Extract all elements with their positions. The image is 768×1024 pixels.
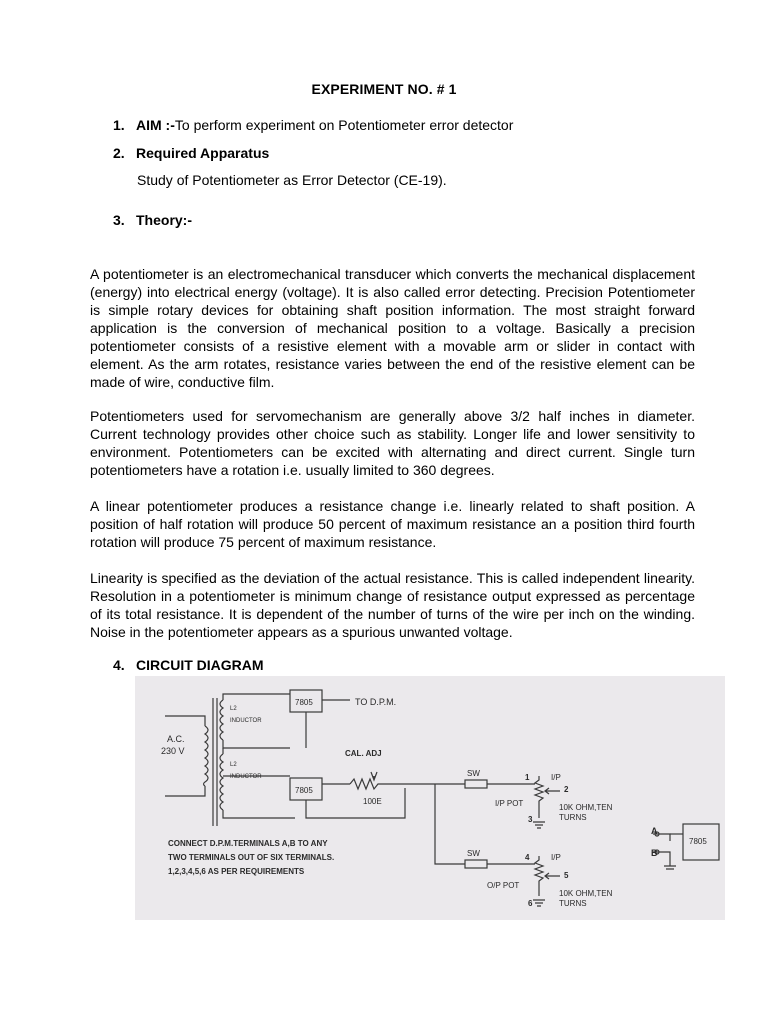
aim-number: 1.: [113, 117, 125, 133]
diagram-note-line-3: 1,2,3,4,5,6 AS PER REQUIREMENTS: [168, 867, 305, 876]
circuit-label: CIRCUIT DIAGRAM: [136, 657, 264, 673]
ip-label-1: I/P: [551, 773, 561, 782]
pot-1-turns-label: TURNS: [559, 813, 587, 822]
apparatus-text: Study of Potentiometer as Error Detector (CE-19).: [137, 172, 447, 188]
theory-paragraph: Linearity is specified as the deviation of the actual resistance. This is called independent linearity. Resolution in a potentiometer is minimum change of resistance output expressed as percentage of its total resistance. It is dependent of the number of turns of the wire per inch on the winding. Noise in the potentiometer appears as a spurious unwanted voltage.: [90, 570, 695, 640]
theory-label: Theory:-: [136, 212, 192, 228]
terminal-a-label: A: [651, 826, 658, 836]
terminal-6-label: 6: [528, 899, 533, 908]
pot-1-value-label: 10K OHM,TEN: [559, 803, 613, 812]
circuit-diagram-svg: [135, 676, 725, 920]
op-pot-label: O/P POT: [487, 881, 520, 890]
diagram-note-line-1: CONNECT D.P.M.TERMINALS A,B TO ANY: [168, 839, 328, 848]
diagram-note-line-2: TWO TERMINALS OUT OF SIX TERMINALS.: [168, 853, 335, 862]
ac-label: A.C.: [167, 734, 185, 744]
pot-2-turns-label: TURNS: [559, 899, 587, 908]
regulator-top-label: 7805: [295, 698, 313, 707]
inductor-bottom-label: INDUCTOR: [230, 774, 262, 780]
resistor-100e-label: 100E: [363, 797, 382, 806]
ip-pot-label: I/P POT: [495, 799, 524, 808]
theory-paragraph: A potentiometer is an electromechanical transducer which converts the mechanical displacement (energy) into electrical energy (voltage). It is also called error detecting. Precision Potentiometer is simple rotary devices for obtaining shaft position information. The most straight forward application is the conversion of mechanical position to a voltage. Basically a precision potentiometer consists of a resistive element with a movable arm or slider in contact with element. As the arm rotates, resistance varies between the end of the resistive element can be made of wire, conductive film.: [90, 266, 695, 390]
terminal-5-label: 5: [564, 871, 569, 880]
terminal-3-label: 3: [528, 815, 533, 824]
switch-1-label: SW: [467, 769, 480, 778]
apparatus-heading: [113, 145, 269, 161]
theory-heading: [113, 212, 192, 228]
cal-adj-label: CAL. ADJ: [345, 749, 382, 758]
ip-label-2: I/P: [551, 853, 561, 862]
aim-label: AIM :-: [136, 117, 175, 133]
aim-text: To perform experiment on Potentiometer error detector: [174, 117, 514, 133]
terminal-1-label: 1: [525, 773, 530, 782]
l2-top-label: L2: [230, 706, 237, 712]
inductor-top-label: INDUCTOR: [230, 718, 262, 724]
circuit-heading: [113, 657, 264, 673]
l2-bottom-label: L2: [230, 762, 237, 768]
terminal-b-label: B: [651, 848, 658, 858]
theory-number: 3.: [113, 212, 125, 228]
regulator-right-label: 7805: [689, 837, 707, 846]
apparatus-label: Required Apparatus: [136, 145, 270, 161]
ac-voltage-label: 230 V: [161, 746, 185, 756]
terminal-4-label: 4: [525, 853, 530, 862]
switch-2-label: SW: [467, 849, 480, 858]
terminal-2-label: 2: [564, 785, 569, 794]
circuit-number: 4.: [113, 657, 125, 673]
apparatus-number: 2.: [113, 145, 125, 161]
pot-2-value-label: 10K OHM,TEN: [559, 889, 613, 898]
page-title: EXPERIMENT NO. # 1: [311, 81, 457, 97]
circuit-diagram: [135, 676, 725, 920]
theory-paragraph: Potentiometers used for servomechanism are generally above 3/2 half inches in diameter. Current technology provides other choice such as stability. Longer life and lower sensitivity to environment. Potentiometers can be excited with alternating and direct current. Single turn potentiometers have a rotation i.e. usually limited to 360 degrees.: [90, 408, 695, 478]
to-dpm-label: TO D.P.M.: [355, 697, 397, 707]
regulator-middle-label: 7805: [295, 786, 313, 795]
aim-line: [113, 117, 513, 133]
theory-paragraph: A linear potentiometer produces a resistance change i.e. linearly related to shaft position. A position of half rotation will produce 50 percent of maximum resistance an a position third fourth rotation will produce 75 percent of maximum resistance.: [90, 498, 695, 550]
